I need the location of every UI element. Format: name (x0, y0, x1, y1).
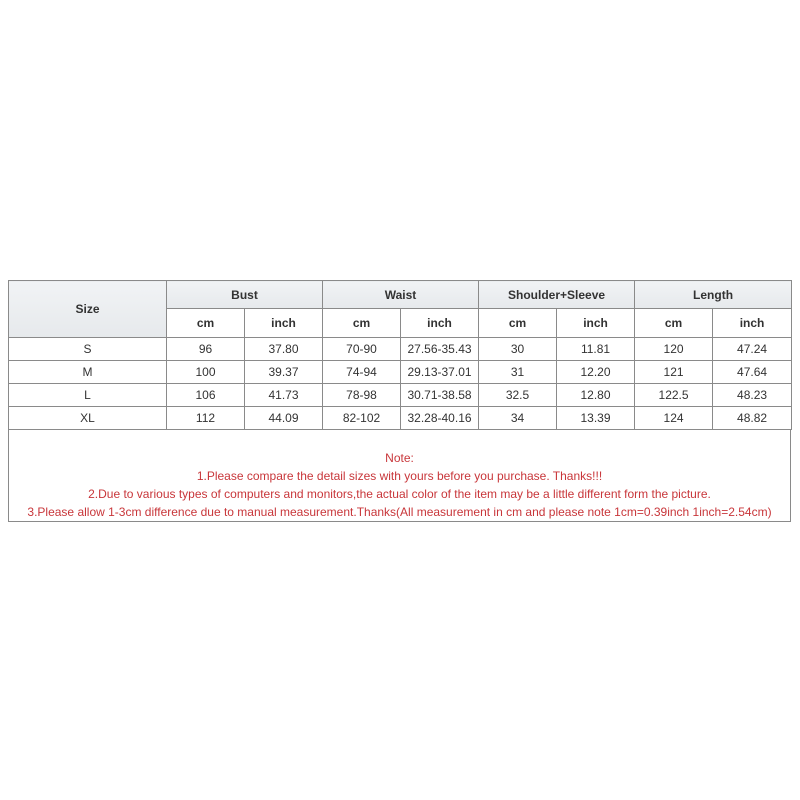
table-cell: 120 (635, 338, 713, 361)
size-chart (8, 280, 791, 522)
size-cell: XL (9, 407, 167, 430)
table-row (9, 338, 792, 361)
table-cell: 30.71-38.58 (401, 384, 479, 407)
waist-group-header: Waist (323, 281, 479, 309)
table-cell: 32.28-40.16 (401, 407, 479, 430)
table-cell: 41.73 (245, 384, 323, 407)
unit-header: inch (557, 309, 635, 338)
table-cell: 11.81 (557, 338, 635, 361)
note-line: 1.Please compare the detail sizes with yours before you purchase. Thanks!!! (196, 469, 603, 483)
table-cell: 74-94 (323, 361, 401, 384)
size-cell: L (9, 384, 167, 407)
note-line: 3.Please allow 1-3cm difference due to manual measurement.Thanks(All measurement in cm and please note 1cm=0.39inch 1inch=2.54cm) (27, 505, 772, 519)
table-cell: 47.24 (713, 338, 792, 361)
table-cell: 37.80 (245, 338, 323, 361)
bust-group-header: Bust (167, 281, 323, 309)
unit-header: inch (245, 309, 323, 338)
unit-header: inch (713, 309, 792, 338)
length-group-header: Length (635, 281, 792, 309)
notes-box (8, 430, 791, 522)
table-cell: 12.20 (557, 361, 635, 384)
table-cell: 121 (635, 361, 713, 384)
table-row (9, 361, 792, 384)
size-cell: M (9, 361, 167, 384)
table-cell: 29.13-37.01 (401, 361, 479, 384)
unit-header: cm (635, 309, 713, 338)
table-cell: 70-90 (323, 338, 401, 361)
table-cell: 112 (167, 407, 245, 430)
table-cell: 48.23 (713, 384, 792, 407)
table-cell: 47.64 (713, 361, 792, 384)
size-table (8, 280, 792, 430)
table-cell: 31 (479, 361, 557, 384)
unit-header: cm (167, 309, 245, 338)
unit-header: inch (401, 309, 479, 338)
note-title: Note: (385, 451, 414, 465)
unit-header: cm (323, 309, 401, 338)
table-cell: 100 (167, 361, 245, 384)
table-cell: 82-102 (323, 407, 401, 430)
table-row (9, 384, 792, 407)
table-cell: 44.09 (245, 407, 323, 430)
table-cell: 27.56-35.43 (401, 338, 479, 361)
table-cell: 122.5 (635, 384, 713, 407)
table-cell: 48.82 (713, 407, 792, 430)
table-cell: 124 (635, 407, 713, 430)
size-column-header: Size (9, 281, 167, 338)
table-cell: 39.37 (245, 361, 323, 384)
unit-header: cm (479, 309, 557, 338)
table-row (9, 407, 792, 430)
table-cell: 32.5 (479, 384, 557, 407)
table-cell: 13.39 (557, 407, 635, 430)
table-cell: 96 (167, 338, 245, 361)
table-cell: 12.80 (557, 384, 635, 407)
table-cell: 34 (479, 407, 557, 430)
note-line: 2.Due to various types of computers and monitors,the actual color of the item may be a little different form the picture. (88, 487, 711, 501)
table-cell: 106 (167, 384, 245, 407)
table-cell: 78-98 (323, 384, 401, 407)
size-cell: S (9, 338, 167, 361)
shoulder-sleeve-group-header: Shoulder+Sleeve (479, 281, 635, 309)
table-cell: 30 (479, 338, 557, 361)
